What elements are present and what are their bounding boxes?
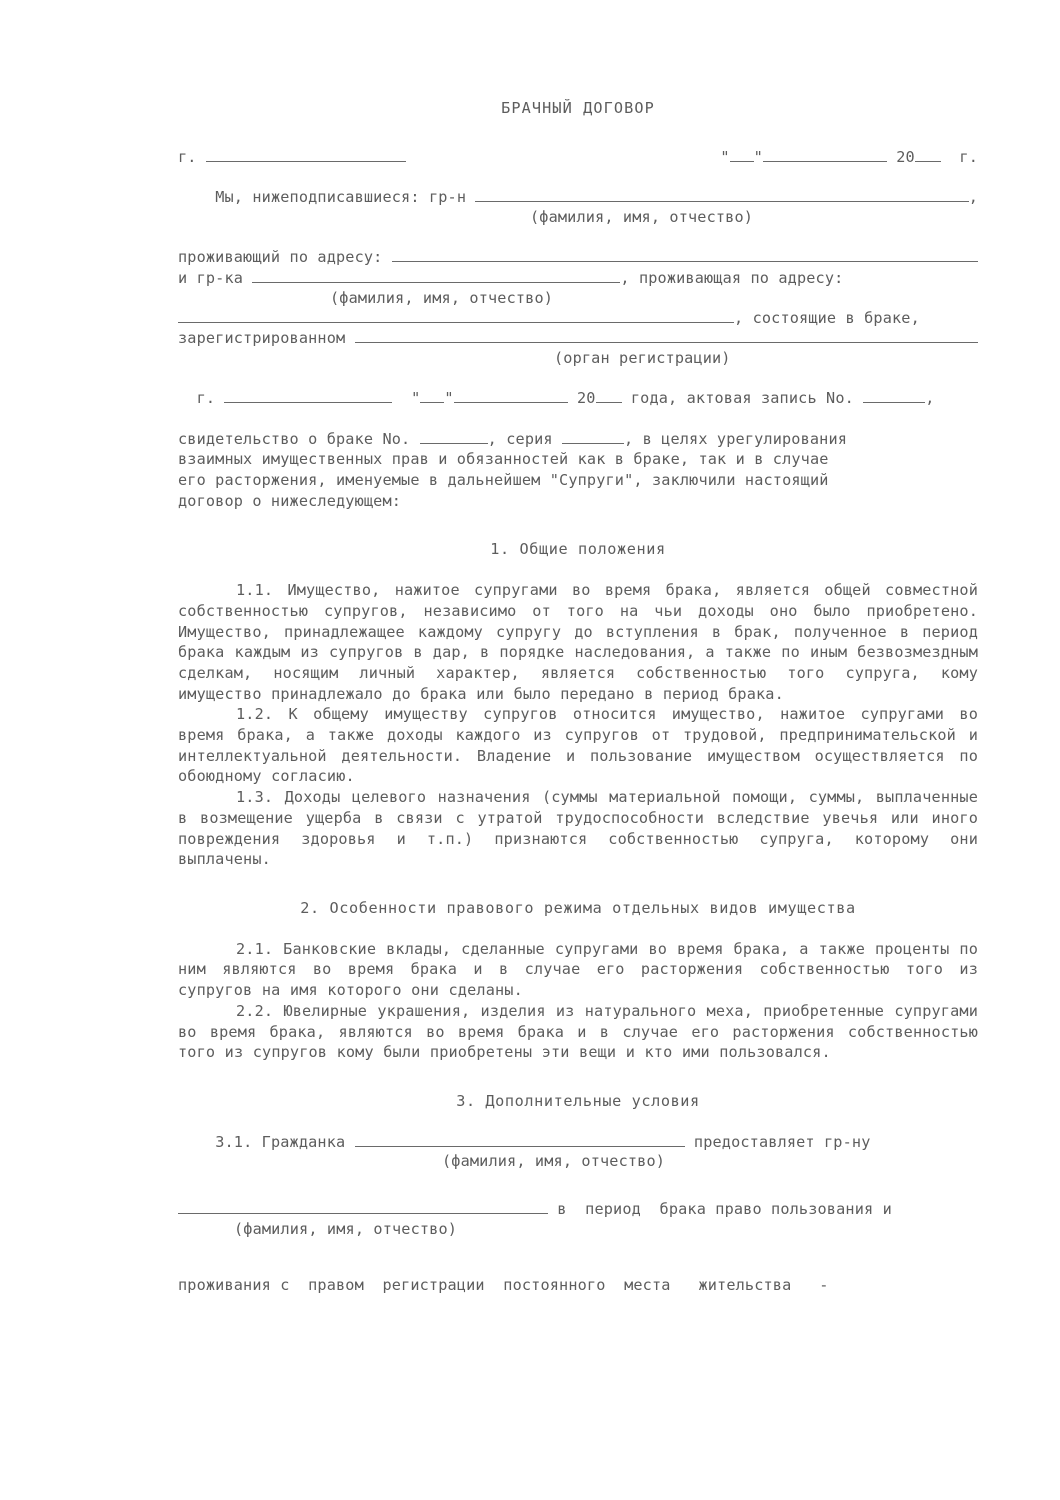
date-quote-close: " (753, 147, 763, 166)
preamble-line-4: договор о нижеследующем: (178, 491, 402, 510)
clause-1-2: 1.2. К общему имуществу супругов относится имущество, нажитое супругами во время брака, а также доходы каждого из супругов от трудовой, предпринимательской и интеллектуальной деятельности. Владение и пользование имуществом осуществляется по обоюдному согласию. (178, 705, 978, 786)
spacer (178, 870, 978, 898)
wife-name-caption: (фамилия, имя, отчество) (330, 288, 554, 307)
certificate-label: свидетельство о браке No. (178, 429, 411, 448)
comma: , (968, 188, 978, 207)
registration-date-line (178, 388, 978, 409)
husband-name-line (178, 187, 978, 208)
clause-3-1-continuation-line (178, 1199, 978, 1220)
clause-3-1-caption: (фамилия, имя, отчество) (442, 1152, 666, 1171)
wife-address-line (178, 308, 978, 329)
section-heading-1: 1. Общие положения (490, 540, 666, 559)
spacer (178, 560, 978, 580)
preamble-line-3: его расторжения, именуемые в дальнейшем "Супруги", заключили настоящий (178, 471, 829, 490)
city-label: г. (178, 147, 197, 166)
husband-name-caption: (фамилия, имя, отчество) (530, 208, 754, 227)
date-quote-open: " (720, 147, 730, 166)
month-blank[interactable] (763, 147, 887, 162)
spacer (178, 1112, 978, 1132)
reg-city-blank[interactable] (224, 388, 392, 403)
comma: , (925, 388, 935, 407)
act-record-label: года, актовая запись No. (630, 388, 854, 407)
certificate-series-blank[interactable] (562, 429, 624, 444)
wife-name-line (178, 268, 978, 289)
husband-name-blank[interactable] (475, 187, 968, 202)
spacer (178, 1063, 978, 1091)
date-quote-close: " (444, 388, 454, 407)
year-prefix: 20 (896, 147, 915, 166)
clause-3-1-second-name-blank[interactable] (178, 1199, 548, 1214)
series-label: , серия (487, 429, 553, 448)
wife-label: и гр-ка (178, 268, 244, 287)
wife-address-blank[interactable] (178, 308, 734, 323)
reg-day-blank[interactable] (420, 388, 444, 403)
spacer (178, 1171, 978, 1199)
spacer (178, 227, 978, 247)
day-blank[interactable] (730, 147, 754, 162)
reg-city-label: г. (196, 388, 216, 407)
act-record-blank[interactable] (863, 388, 925, 403)
reg-month-blank[interactable] (454, 388, 568, 403)
clause-3-1-last-line: проживания с правом регистрации постоянного места жительства - (178, 1276, 829, 1295)
parties-intro-label: Мы, нижеподписавшиеся: гр-н (215, 188, 467, 207)
reg-year-blank[interactable] (596, 388, 622, 403)
section-heading-2: 2. Особенности правового режима отдельных видов имущества (300, 898, 856, 917)
registration-body-blank[interactable] (355, 328, 978, 343)
page-title: БРАЧНЫЙ ДОГОВОР (501, 99, 655, 117)
document-body (178, 0, 978, 1296)
clause-3-1-name-blank[interactable] (355, 1132, 685, 1147)
registration-line (178, 328, 978, 349)
certificate-number-blank[interactable] (420, 429, 488, 444)
husband-address-line (178, 247, 978, 268)
husband-address-blank[interactable] (392, 247, 978, 262)
spacer (178, 119, 978, 147)
clause-2-2: 2.2. Ювелирные украшения, изделия из натурального меха, приобретенные супругами во время брака, являются во время брака и в случае его расторжения собственностью того из супругов кому были приобретены эти вещи и кто ими пользовался. (178, 1001, 978, 1062)
clause-3-1-line (178, 1132, 978, 1153)
city-date-line (178, 147, 978, 168)
spacer (178, 511, 978, 539)
spacer (178, 1239, 978, 1275)
clause-3-1-prefix: 3.1. Гражданка (215, 1132, 346, 1151)
clause-2-1: 2.1. Банковские вклады, сделанные супругами во время брака, а также проценты по ним являются во время брака и в случае его расторжения собственностью того из супругов на имя которого они сделаны. (178, 939, 978, 1000)
preamble-line-2: взаимных имущественных прав и обязанностей как в браке, так и в случае (178, 450, 829, 469)
year-blank[interactable] (915, 147, 941, 162)
clause-1-3: 1.3. Доходы целевого назначения (суммы материальной помощи, суммы, выплаченные в возмещение ущерба в связи с утратой трудоспособности вследствие увечья или иного повреждения здоровья и т.п.) признаются собственностью супруга, которому они выплачены. (178, 788, 978, 869)
preamble-tail: , в целях урегулирования (624, 429, 848, 448)
clause-3-1-continuation-caption: (фамилия, имя, отчество) (234, 1220, 458, 1239)
registered-label: зарегистрированном (178, 329, 346, 348)
spacer (178, 167, 978, 187)
clause-3-1-suffix: предоставляет гр-ну (693, 1132, 871, 1151)
city-blank[interactable] (206, 147, 406, 162)
clause-1-1: 1.1. Имущество, нажитое супругами во время брака, является общей совместной собственностью супругов, независимо от того на чьи доходы оно было приобретено. Имущество, принадлежащее каждому супругу до вступления в брак, полученное в период брака каждым из супругов в дар, в порядке наследования, а также по иным безвозмездным сделкам, носящим личный характер, является собственностью того супруга, кому имущество принадлежало до брака или было передано в период брака. (178, 581, 978, 703)
certificate-line (178, 429, 978, 450)
year-suffix: г. (959, 147, 978, 166)
date-quote-open: " (411, 388, 421, 407)
clause-3-1-continuation-suffix: в период брака право пользования и (557, 1200, 892, 1219)
section-heading-3: 3. Дополнительные условия (456, 1091, 700, 1110)
wife-name-blank[interactable] (252, 268, 620, 283)
spacer (178, 409, 978, 429)
married-tail-label: , состоящие в браке, (734, 308, 920, 327)
wife-address-label: , проживающая по адресу: (620, 268, 844, 287)
year-prefix: 20 (576, 388, 596, 407)
spacer (178, 368, 978, 388)
husband-address-label: проживающий по адресу: (178, 248, 383, 267)
registration-body-caption: (орган регистрации) (554, 348, 731, 367)
spacer (178, 919, 978, 939)
